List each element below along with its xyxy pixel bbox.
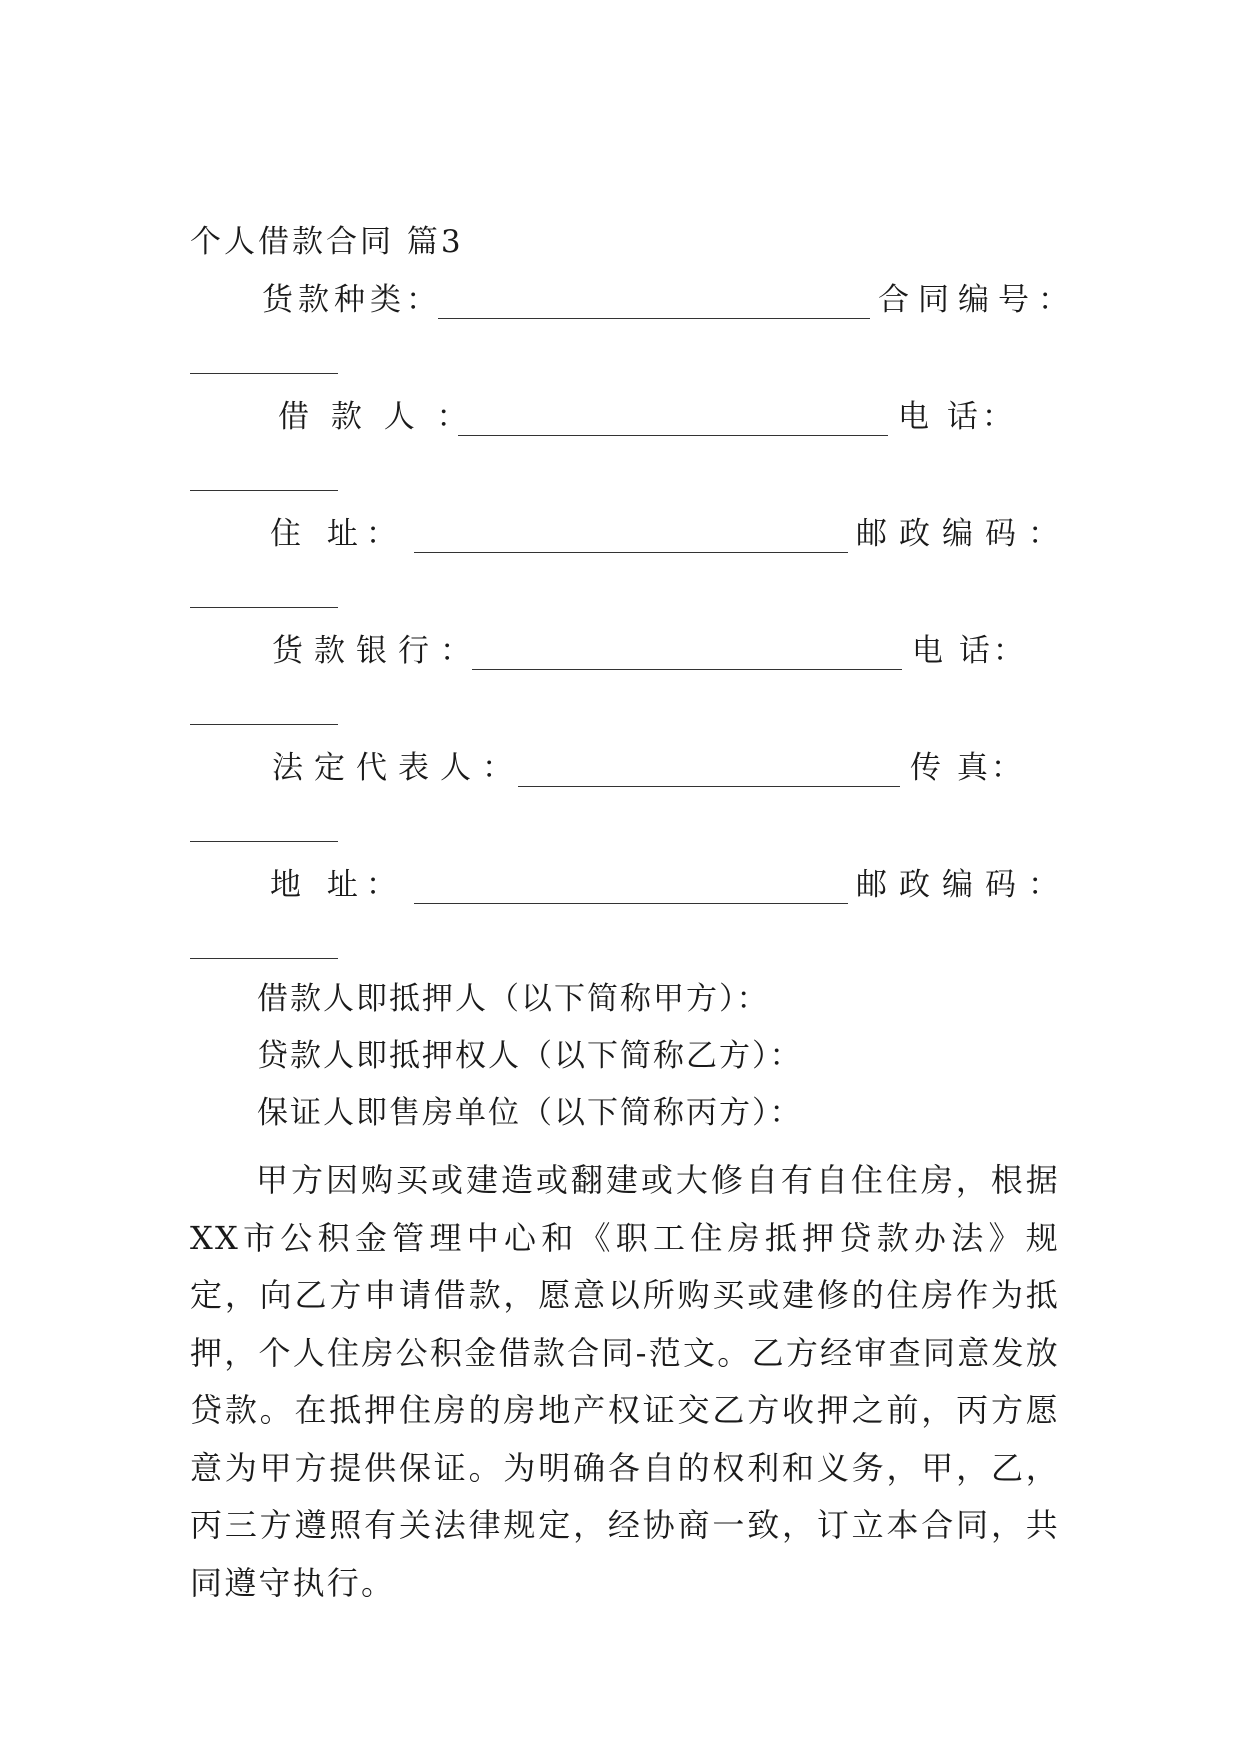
blank-line-legal-rep xyxy=(518,786,900,787)
field-row-address-2 xyxy=(0,863,1241,907)
blank-line-borrower xyxy=(458,435,888,436)
field-label-phone-1: 电 话： xyxy=(898,399,1017,435)
party-guarantor: 保证人即售房单位（以下简称丙方）： xyxy=(257,1095,803,1131)
field-label-legal-rep: 法定代表人： xyxy=(272,750,524,786)
blank-line-postcode-2 xyxy=(190,958,338,959)
blank-line-postcode-1 xyxy=(190,607,338,608)
field-label-postcode-1: 邮政编码： xyxy=(856,516,1071,552)
field-label-loan-bank: 货款银行： xyxy=(272,633,482,669)
document-title: 个人借款合同 篇3 xyxy=(190,224,464,260)
field-label-postcode-2: 邮政编码： xyxy=(856,867,1071,903)
field-label-address-1: 住 址： xyxy=(270,516,405,552)
field-label-fax: 传 真： xyxy=(910,750,1025,786)
blank-line-loan-bank xyxy=(472,669,902,670)
contract-preamble-paragraph: 甲方因购买或建造或翻建或大修自有自住住房，根据XX市公积金管理中心和《职工住房抵押贷款办法》规定，向乙方申请借款，愿意以所购买或建修的住房作为抵押，个人住房公积金借款合同-范文。乙方经审查同意发放贷款。在抵押住房的房地产权证交乙方收押之前，丙方愿意为甲方提供保证。为明确各自的权利和义务，甲，乙，丙三方遵照有关法律规定，经协商一致，订立本合同，共同遵守执行。 xyxy=(190,1161,1060,1602)
field-label-address-2: 地 址： xyxy=(270,867,405,903)
blank-line-loan-type xyxy=(438,318,870,319)
party-borrower: 借款人即抵押人（以下简称甲方）： xyxy=(257,981,770,1017)
blank-line-contract-no xyxy=(190,373,338,374)
field-label-borrower: 借 款 人 ： xyxy=(278,399,474,435)
party-lender: 贷款人即抵押权人（以下简称乙方）： xyxy=(257,1038,803,1074)
blank-line-fax xyxy=(190,841,338,842)
field-row-loan-type xyxy=(0,278,1241,322)
field-label-contract-no: 合同编号： xyxy=(878,282,1078,318)
field-row-address-1 xyxy=(0,512,1241,556)
field-row-borrower xyxy=(0,395,1241,439)
blank-line-phone-1 xyxy=(190,490,338,491)
field-label-phone-2: 电 话： xyxy=(912,633,1027,669)
blank-line-address-1 xyxy=(414,552,848,553)
blank-line-phone-2 xyxy=(190,724,338,725)
blank-line-address-2 xyxy=(414,903,848,904)
field-row-legal-rep xyxy=(0,746,1241,790)
field-row-loan-bank xyxy=(0,629,1241,673)
field-label-loan-type: 货款种类： xyxy=(262,282,442,318)
